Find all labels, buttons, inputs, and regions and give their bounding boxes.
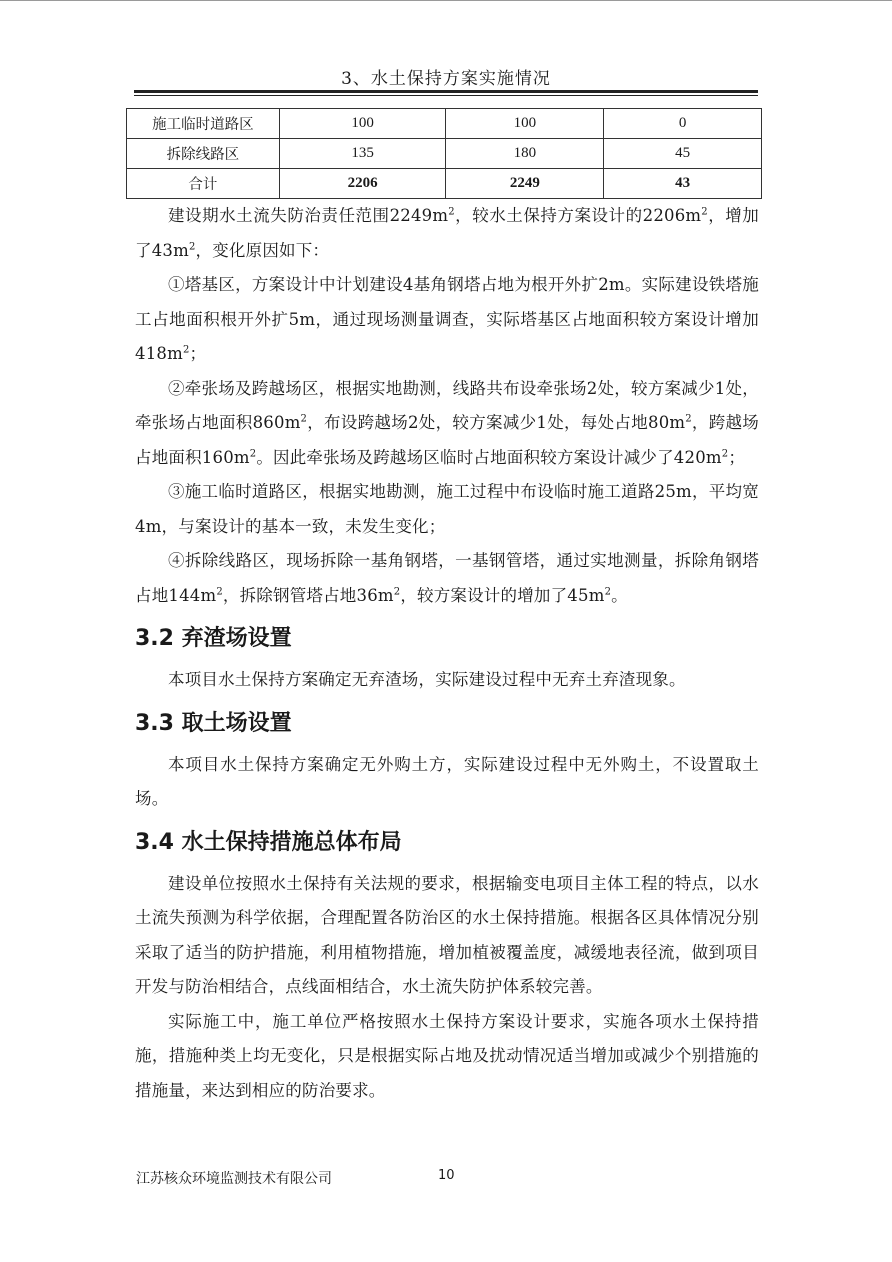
text-run: 。因此牵张场及跨越场区临时占地面积较方案设计减少了420m [256,447,722,467]
table-cell-change: 45 [604,139,762,169]
table-cell-label: 施工临时道路区 [127,109,280,139]
table-cell-actual: 180 [446,139,604,169]
text-run: ，拆除钢管塔占地36m [222,585,394,605]
paragraph-tower-base-area [135,268,759,372]
text-run: ，较水土保持方案设计的2206m [454,206,702,225]
paragraph-responsibility-scope [135,199,759,268]
table-cell-label: 拆除线路区 [127,139,280,169]
table-cell-actual: 2249 [446,169,604,199]
text-run: ，布设跨越场2处，较方案减少1处，每处占地80m [307,413,686,432]
text-run: ①塔基区，方案设计中计划建设4基角钢塔占地为根开外扩2m。实际建设铁塔施工占地面积根开外扩5m，通过现场测量调查，实际塔基区占地面积较方案设计增加418m [135,275,759,363]
table-row-total [127,169,762,199]
section-heading-3-3: 3.3 取土场设置 [135,710,292,736]
superscript: 2 [448,206,455,218]
superscript: 2 [604,586,612,597]
table-cell-change: 0 [604,109,762,139]
table-cell-planned: 100 [279,109,446,139]
text-run: ②牵张场及跨越场区，根据实地勘测，线路共布设牵张场2处，较方案减少1处，牵张场占地面积860m [135,378,759,432]
text-run: ④拆除线路区，现场拆除一基角钢塔，一基钢管塔，通过实地测量，拆除角钢塔占地144m [135,551,759,605]
section-heading-3-4: 3.4 水土保持措施总体布局 [135,829,402,855]
paragraph-construction-practice: 实际施工中，施工单位严格按照水土保持方案设计要求，实施各项水土保持措施，措施种类上均无变化，只是根据实际占地及扰动情况适当增加或减少个别措施的措施量，来达到相应的防治要求。 [135,1011,759,1100]
section-heading-3-2: 3.2 弃渣场设置 [135,626,292,651]
table-cell-change: 43 [604,169,762,199]
table-row [127,139,762,169]
paragraph-temporary-road-area: ③施工临时道路区，根据实地勘测，施工过程中布设临时施工道路25m，平均宽4m，与案设计的基本一致，未发生变化； [135,482,759,536]
text-run: 建设期水土流失防治责任范围2249m [168,206,449,225]
table-cell-planned: 135 [279,139,446,169]
area-comparison-table [126,108,762,199]
text-run: ，变化原因如下： [195,240,330,260]
superscript: 2 [393,586,401,597]
superscript: 2 [685,413,692,425]
superscript: 2 [721,448,729,459]
paragraph-borrow-site: 本项目水土保持方案确定无外购土方，实际建设过程中无外购土，不设置取土场。 [135,754,759,808]
footer-company: 江苏核众环境监测技术有限公司 [136,1171,332,1187]
table-cell-planned: 2206 [279,169,446,199]
page-header-title: 3、水土保持方案实施情况 [341,69,551,89]
paragraph-overall-layout: 建设单位按照水土保持有关法规的要求，根据输变电项目主体工程的特点，以水土流失预测为科学依据，合理配置各防治区的水土保持措施。根据各区具体情况分别采取了适当的防护措施，利用植物措施，增加植被覆盖度，减缓地表径流，做到项目开发与防治相结合，点线面相结合，水土流失防护体系较完善。 [135,873,759,996]
text-run: ，较方案设计的增加了45m [400,585,605,605]
paragraph-removal-line-area [135,544,759,613]
text-run: 。 [611,585,628,605]
footer-page-number: 10 [438,1168,455,1183]
table-row [127,109,762,139]
text-run: ，跨越场占地面积160m [135,413,759,467]
superscript: 2 [188,241,196,252]
text-run: ，增加了43m [135,206,759,260]
table-cell-label: 合计 [127,169,280,199]
text-run: ； [728,447,746,467]
document-body [135,199,759,1108]
superscript: 2 [300,413,308,425]
paragraph-spoil-site: 本项目水土保持方案确定无弃渣场，实际建设过程中无弃土弃渣现象。 [168,670,686,689]
header-rule-thin [134,95,758,96]
header-rule-thick [134,90,758,93]
superscript: 2 [216,586,223,597]
superscript: 2 [701,206,708,218]
table-cell-actual: 100 [446,109,604,139]
text-run: ； [189,344,207,363]
page-top-border [0,0,892,1]
superscript: 2 [182,344,190,356]
paragraph-tension-crossing-area [135,372,759,476]
superscript: 2 [249,448,257,459]
